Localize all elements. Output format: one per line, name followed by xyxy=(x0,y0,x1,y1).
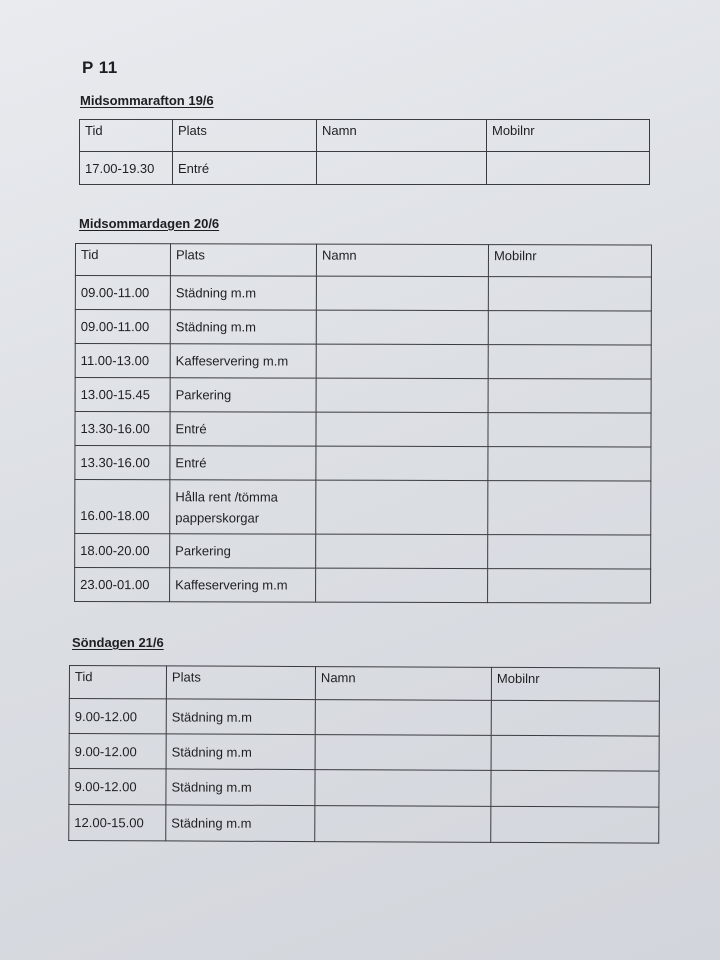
table-row xyxy=(69,769,659,808)
cell-mobilnr[interactable] xyxy=(488,311,651,345)
cell-plats: Städning m.m xyxy=(170,276,316,310)
cell-tid: 09.00-11.00 xyxy=(75,276,170,310)
cell-plats: Entré xyxy=(170,446,316,480)
table-header-row xyxy=(80,120,650,152)
table-row xyxy=(75,344,651,380)
cell-plats: Kaffeservering m.m xyxy=(170,568,316,602)
cell-plats: Städning m.m xyxy=(166,699,315,735)
table-row xyxy=(75,480,651,536)
cell-tid: 23.00-01.00 xyxy=(75,568,170,602)
cell-tid: 9.00-12.00 xyxy=(69,769,166,805)
column-header-mobilnr: Mobilnr xyxy=(488,245,651,277)
cell-tid: 13.00-15.45 xyxy=(75,378,170,412)
page-title: P 11 xyxy=(82,58,118,77)
column-header-namn: Namn xyxy=(315,667,491,701)
cell-tid: 11.00-13.00 xyxy=(75,344,170,378)
cell-namn[interactable] xyxy=(315,806,491,843)
table-row xyxy=(75,310,651,346)
cell-namn[interactable] xyxy=(317,152,487,185)
cell-mobilnr[interactable] xyxy=(488,535,651,569)
cell-mobilnr[interactable] xyxy=(488,569,651,603)
table-header-row xyxy=(75,244,651,278)
cell-mobilnr[interactable] xyxy=(491,806,659,843)
column-header-plats: Plats xyxy=(173,120,317,152)
section-heading-midsommarafton: Midsommarafton 19/6 xyxy=(80,93,214,108)
cell-mobilnr[interactable] xyxy=(488,277,651,311)
cell-plats: Entré xyxy=(173,152,317,185)
cell-namn[interactable] xyxy=(316,568,488,602)
cell-plats: Kaffeservering m.m xyxy=(170,344,316,378)
table-row xyxy=(75,412,651,448)
cell-mobilnr[interactable] xyxy=(491,735,659,771)
cell-namn[interactable] xyxy=(316,480,488,534)
cell-mobilnr[interactable] xyxy=(488,345,651,379)
section-heading-midsommardagen: Midsommardagen 20/6 xyxy=(79,216,220,231)
column-header-plats: Plats xyxy=(170,244,316,276)
cell-mobilnr[interactable] xyxy=(488,413,651,447)
cell-namn[interactable] xyxy=(316,378,488,412)
cell-mobilnr[interactable] xyxy=(488,481,651,535)
table-row xyxy=(75,568,651,604)
column-header-mobilnr: Mobilnr xyxy=(487,120,650,152)
table-header-row xyxy=(69,666,659,702)
cell-namn[interactable] xyxy=(316,344,488,378)
cell-plats: Städning m.m xyxy=(166,805,315,842)
table-row xyxy=(75,534,651,570)
cell-plats: Parkering xyxy=(170,534,316,568)
cell-namn[interactable] xyxy=(315,770,491,807)
cell-tid: 9.00-12.00 xyxy=(69,699,166,734)
table-row xyxy=(69,699,659,737)
cell-tid: 13.30-16.00 xyxy=(75,412,170,446)
cell-namn[interactable] xyxy=(316,412,488,446)
cell-tid: 16.00-18.00 xyxy=(75,480,170,534)
cell-mobilnr[interactable] xyxy=(488,379,651,413)
cell-plats: Entré xyxy=(170,412,316,446)
cell-mobilnr[interactable] xyxy=(491,770,659,807)
table-row xyxy=(69,805,659,844)
column-header-plats: Plats xyxy=(166,666,315,700)
cell-tid: 9.00-12.00 xyxy=(69,734,166,769)
column-header-namn: Namn xyxy=(316,244,488,276)
column-header-tid: Tid xyxy=(69,666,166,699)
cell-namn[interactable] xyxy=(316,310,488,344)
schedule-table-midsommardagen xyxy=(74,243,652,604)
column-header-tid: Tid xyxy=(80,120,173,152)
cell-tid: 18.00-20.00 xyxy=(75,534,170,568)
cell-plats: Parkering xyxy=(170,378,316,412)
cell-namn[interactable] xyxy=(316,446,488,480)
column-header-namn: Namn xyxy=(317,120,487,152)
cell-plats: Städning m.m xyxy=(166,734,315,770)
column-header-mobilnr: Mobilnr xyxy=(491,667,659,701)
cell-namn[interactable] xyxy=(315,735,491,771)
cell-tid: 09.00-11.00 xyxy=(75,310,170,344)
cell-plats: Städning m.m xyxy=(166,769,315,806)
schedule-table-midsommarafton xyxy=(79,119,650,185)
cell-tid: 17.00-19.30 xyxy=(80,152,173,185)
column-header-tid: Tid xyxy=(75,244,170,276)
cell-namn[interactable] xyxy=(316,276,488,310)
cell-mobilnr[interactable] xyxy=(491,700,659,736)
table-row xyxy=(80,152,650,185)
cell-tid: 12.00-15.00 xyxy=(69,805,166,841)
cell-tid: 13.30-16.00 xyxy=(75,446,170,480)
cell-plats: Hålla rent /tömma papperskorgar xyxy=(170,480,316,534)
table-row xyxy=(75,446,651,482)
cell-mobilnr[interactable] xyxy=(488,447,651,481)
table-row xyxy=(75,276,651,312)
cell-namn[interactable] xyxy=(315,700,491,736)
schedule-table-sondagen xyxy=(68,665,660,844)
section-heading-sondagen: Söndagen 21/6 xyxy=(72,635,164,650)
table-row xyxy=(75,378,651,414)
table-row xyxy=(69,734,659,772)
cell-plats: Städning m.m xyxy=(170,310,316,344)
cell-mobilnr[interactable] xyxy=(487,152,650,185)
cell-namn[interactable] xyxy=(316,534,488,568)
